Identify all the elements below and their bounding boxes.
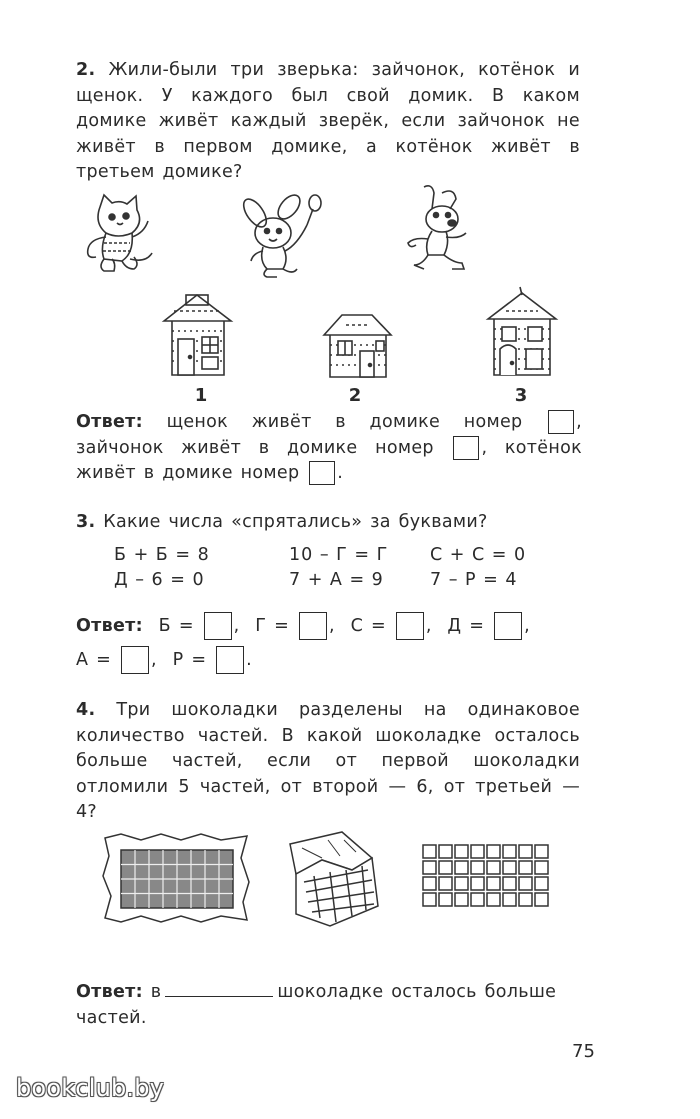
task2-question: Жили-были три зверька: зайчонок, котёнок и щенок. У каждого был свой домик. В каком домике живёт каждый зверёк, если зайчонок не живёт в первом домике, а котёнок живёт в третьем домике?	[76, 60, 580, 182]
task4-question: Три шоколадки разделены на одинаковое количество частей. В какой шоколадке осталось больше частей, если от первой шоколадки отломили 5 частей, от второй — 6, от третьей — 4?	[76, 700, 580, 822]
task4-answer	[76, 978, 582, 1031]
chocolate-3-piece	[455, 877, 468, 890]
answer-box-d[interactable]	[494, 612, 522, 640]
chocolate-3-piece	[423, 893, 436, 906]
eq-sign: =	[191, 650, 207, 670]
chocolate-3-piece	[471, 845, 484, 858]
puppy-drawing	[402, 183, 474, 271]
task2-answer-end: .	[337, 463, 344, 483]
house-number-2: 2	[348, 385, 362, 406]
task4-answer-label: Ответ:	[76, 982, 143, 1002]
eq-sign: =	[370, 616, 386, 636]
chocolate-3-piece	[439, 861, 452, 874]
task3-text	[76, 510, 580, 536]
task3-question: Какие числа «спрятались» за буквами?	[95, 512, 488, 532]
task2-answer	[76, 410, 582, 487]
chocolate-3-piece	[519, 845, 532, 858]
equation-s: С + С = 0	[430, 545, 527, 565]
task4-answer-prefix: в	[142, 982, 162, 1002]
chocolate-3-piece	[519, 893, 532, 906]
eq-sign: =	[274, 616, 290, 636]
chocolate-3-piece	[423, 861, 436, 874]
chocolate-3-piece	[503, 845, 516, 858]
task2-answer-text-2: , зайчонок живёт в домике номер	[76, 412, 582, 458]
chocolate-3-piece	[519, 877, 532, 890]
var-s-label: С	[350, 616, 364, 636]
task4-text	[76, 698, 580, 826]
task2-answer-label: Ответ:	[76, 412, 143, 432]
house-number-1: 1	[194, 385, 208, 406]
var-a-label: А	[76, 650, 89, 670]
chocolate-3-piece	[439, 893, 452, 906]
chocolate-3-piece	[423, 877, 436, 890]
task2-answer-text-1: щенок живёт в домике номер	[142, 412, 523, 432]
chocolate-3-piece	[471, 877, 484, 890]
answer-box-b[interactable]	[204, 612, 232, 640]
bunny-drawing	[237, 195, 327, 279]
equation-g: 10 – Г = Г	[289, 545, 389, 565]
task2-number: 2.	[76, 60, 96, 80]
task4-number: 4.	[76, 700, 96, 720]
house-2-drawing	[320, 311, 395, 381]
chocolate-2-drawing	[282, 830, 382, 928]
var-d-label: Д	[447, 616, 462, 636]
house-3-drawing	[484, 285, 560, 379]
equation-b: Б + Б = 8	[114, 545, 210, 565]
house-1-drawing	[160, 291, 235, 379]
task3-number: 3.	[76, 512, 96, 532]
chocolate-3-piece	[503, 861, 516, 874]
task3-answer-label: Ответ:	[76, 616, 143, 636]
answer-box-g[interactable]	[299, 612, 327, 640]
watermark: bookclub.by	[16, 1074, 165, 1102]
answer-box-r[interactable]	[216, 646, 244, 674]
chocolate-3-piece	[455, 893, 468, 906]
chocolate-3-piece	[535, 893, 548, 906]
var-b-label: Б	[158, 616, 171, 636]
chocolate-3-piece	[503, 893, 516, 906]
chocolate-3-piece	[487, 845, 500, 858]
chocolate-3-piece	[439, 877, 452, 890]
chocolate-3-piece	[471, 893, 484, 906]
chocolate-3-piece	[423, 845, 436, 858]
page-number: 75	[572, 1041, 595, 1062]
chocolate-3-piece	[535, 877, 548, 890]
chocolate-3-piece	[471, 861, 484, 874]
var-g-label: Г	[255, 616, 267, 636]
task3-answer-row-2: А = , Р = .	[76, 646, 586, 674]
chocolate-3-piece	[487, 861, 500, 874]
task2-answer-text-3: , котёнок живёт в домике номер	[76, 437, 582, 483]
chocolate-1-drawing	[101, 832, 251, 924]
chocolate-3-piece	[535, 861, 548, 874]
equation-d: Д – 6 = 0	[114, 570, 205, 590]
answer-blank-chocolate[interactable]	[165, 978, 273, 997]
chocolate-3-piece	[487, 877, 500, 890]
eq-sign: =	[96, 650, 112, 670]
equation-r: 7 – Р = 4	[430, 570, 518, 590]
answer-box-a[interactable]	[121, 646, 149, 674]
chocolate-3-piece	[487, 893, 500, 906]
equation-a: 7 + А = 9	[289, 570, 384, 590]
eq-sign: =	[469, 616, 485, 636]
answer-box-bunny-house[interactable]	[453, 436, 479, 460]
kitten-drawing	[82, 193, 162, 275]
chocolate-3-piece	[535, 845, 548, 858]
answer-box-puppy-house[interactable]	[548, 410, 574, 434]
chocolate-3-piece	[519, 861, 532, 874]
chocolate-3-piece	[455, 861, 468, 874]
var-r-label: Р	[172, 650, 184, 670]
chocolate-3-drawing	[421, 843, 553, 911]
chocolate-3-piece	[439, 845, 452, 858]
eq-sign: =	[178, 616, 194, 636]
task2-text	[76, 58, 580, 186]
chocolate-3-piece	[455, 845, 468, 858]
task4-answer-suffix: шоколадке осталось больше частей.	[76, 982, 557, 1028]
task3-answer-row-1: Ответ: Б = , Г = , С = , Д = ,	[76, 612, 586, 640]
answer-box-kitten-house[interactable]	[309, 461, 335, 485]
house-number-3: 3	[514, 385, 528, 406]
chocolate-3-piece	[503, 877, 516, 890]
answer-box-s[interactable]	[396, 612, 424, 640]
